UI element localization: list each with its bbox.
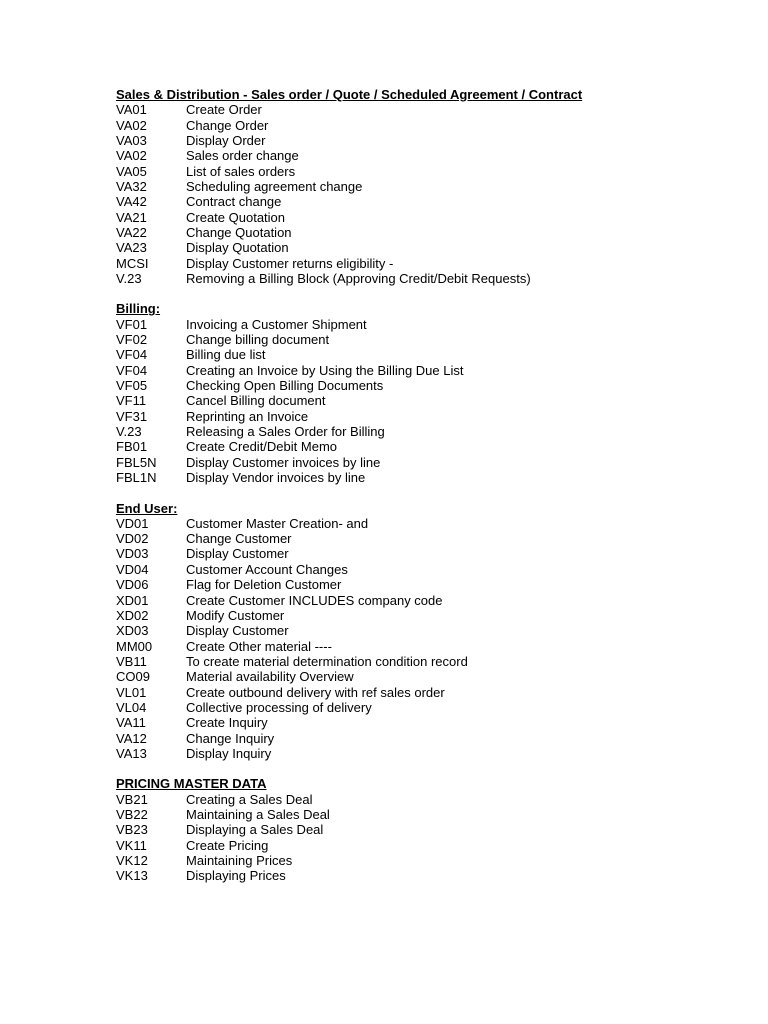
transaction-code: VA22 [116,225,147,241]
transaction-row [116,562,736,577]
transaction-row [116,439,736,454]
transaction-code: XD03 [116,623,149,639]
transaction-description: Create Customer INCLUDES company code [186,592,443,608]
transaction-description: To create material determination condition record [186,653,468,669]
transaction-description: List of sales orders [186,163,296,179]
transaction-row [116,608,736,623]
transaction-code: CO09 [116,669,150,685]
transaction-code: FBL5N [116,454,157,470]
transaction-code: VF01 [116,316,148,332]
transaction-row [116,148,736,163]
transaction-row [116,731,736,746]
transaction-description: Display Vendor invoices by line [186,470,366,486]
transaction-description: Create Order [186,102,262,118]
transaction-description: Create Other material ---- [186,638,332,654]
transaction-description: Scheduling agreement change [186,179,363,195]
transaction-code: VF04 [116,347,148,363]
transaction-description: Create Inquiry [186,715,268,731]
transaction-row [116,102,736,117]
transaction-description: Billing due list [186,347,266,363]
transaction-row [116,868,736,883]
section-heading: PRICING MASTER DATA [116,776,267,792]
transaction-row [116,685,736,700]
transaction-row [116,516,736,531]
section-billing [116,301,736,485]
transaction-code: VA02 [116,148,147,164]
transaction-code: VK12 [116,852,148,868]
transaction-row [116,164,736,179]
transaction-code: VD01 [116,515,149,531]
transaction-description: Creating a Sales Deal [186,791,313,807]
transaction-description: Contract change [186,194,282,210]
transaction-row [116,210,736,225]
transaction-code: VF31 [116,408,148,424]
transaction-description: Removing a Billing Block (Approving Credit/Debit Requests) [186,271,531,287]
transaction-description: Create Credit/Debit Memo [186,439,337,455]
transaction-code: VD02 [116,531,149,547]
transaction-description: Change Inquiry [186,730,275,746]
section-pricing-master-data [116,776,736,883]
document-page [116,87,736,884]
transaction-row [116,393,736,408]
transaction-row [116,240,736,255]
transaction-row [116,546,736,561]
transaction-row [116,531,736,546]
transaction-code: VK11 [116,837,147,853]
transaction-code: FBL1N [116,470,157,486]
transaction-code: VA32 [116,179,147,195]
transaction-row [116,194,736,209]
transaction-row [116,577,736,592]
transaction-description: Flag for Deletion Customer [186,577,342,593]
transaction-code: VA13 [116,745,147,761]
transaction-description: Releasing a Sales Order for Billing [186,424,385,440]
transaction-description: Create Pricing [186,837,269,853]
transaction-row [116,639,736,654]
transaction-code: VF05 [116,378,148,394]
transaction-description: Display Customer returns eligibility - [186,255,394,271]
transaction-description: Reprinting an Invoice [186,408,309,424]
transaction-code: VF02 [116,332,148,348]
transaction-description: Modify Customer [186,607,285,623]
transaction-row [116,838,736,853]
transaction-row [116,271,736,286]
transaction-description: Display Quotation [186,240,289,256]
transaction-code: VA03 [116,132,147,148]
transaction-row [116,792,736,807]
transaction-code: VL01 [116,684,147,700]
section-heading: Sales & Distribution - Sales order / Quote / Scheduled Agreement / Contract [116,87,583,102]
transaction-description: Change billing document [186,332,330,348]
transaction-code: V.23 [116,424,142,440]
transaction-row [116,256,736,271]
section-end-user [116,501,736,762]
transaction-row [116,593,736,608]
transaction-row [116,118,736,133]
transaction-row [116,378,736,393]
transaction-code: VA05 [116,163,147,179]
transaction-row [116,807,736,822]
transaction-description: Change Order [186,117,269,133]
transaction-description: Customer Master Creation- and [186,515,369,531]
section-sales-distribution [116,87,736,286]
transaction-code: V.23 [116,271,142,287]
transaction-code: VF11 [116,393,147,409]
transaction-row [116,470,736,485]
transaction-description: Creating an Invoice by Using the Billing Due List [186,362,464,378]
transaction-description: Collective processing of delivery [186,699,372,715]
transaction-description: Create Quotation [186,209,286,225]
transaction-code: FB01 [116,439,148,455]
transaction-code: VK13 [116,868,148,884]
transaction-code: VA23 [116,240,147,256]
transaction-row [116,822,736,837]
transaction-code: VA42 [116,194,147,210]
transaction-code: XD02 [116,607,149,623]
transaction-description: Checking Open Billing Documents [186,378,384,394]
transaction-description: Sales order change [186,148,299,164]
transaction-code: VF04 [116,362,148,378]
transaction-row [116,424,736,439]
transaction-description: Display Inquiry [186,745,272,761]
transaction-code: VA11 [116,715,146,731]
transaction-row [116,332,736,347]
transaction-description: Create outbound delivery with ref sales order [186,684,445,700]
transaction-code: VA21 [116,209,147,225]
transaction-code: MCSI [116,255,149,271]
transaction-row [116,225,736,240]
transaction-description: Cancel Billing document [186,393,326,409]
transaction-code: MM00 [116,638,153,654]
transaction-code: VD03 [116,546,149,562]
transaction-row [116,409,736,424]
transaction-description: Display Order [186,132,266,148]
transaction-code: VA12 [116,730,147,746]
transaction-description: Display Customer invoices by line [186,454,381,470]
transaction-description: Displaying a Sales Deal [186,822,324,838]
transaction-row [116,654,736,669]
transaction-description: Material availability Overview [186,669,354,685]
section-heading: Billing: [116,301,161,317]
transaction-row [116,746,736,761]
section-heading: End User: [116,500,178,516]
transaction-description: Change Customer [186,531,292,547]
transaction-row [116,853,736,868]
transaction-description: Change Quotation [186,225,292,241]
transaction-row [116,455,736,470]
transaction-code: VB11 [116,653,147,669]
transaction-row [116,715,736,730]
transaction-row [116,179,736,194]
transaction-code: VA01 [116,102,147,118]
transaction-description: Display Customer [186,623,289,639]
transaction-code: VD06 [116,577,149,593]
transaction-description: Maintaining a Sales Deal [186,806,330,822]
transaction-row [116,133,736,148]
transaction-description: Customer Account Changes [186,561,348,577]
transaction-code: VB22 [116,806,148,822]
transaction-row [116,347,736,362]
transaction-row [116,363,736,378]
transaction-code: VB23 [116,822,148,838]
transaction-description: Maintaining Prices [186,852,293,868]
transaction-code: VD04 [116,561,149,577]
transaction-code: VB21 [116,791,148,807]
transaction-row [116,669,736,684]
transaction-row [116,317,736,332]
transaction-code: XD01 [116,592,149,608]
transaction-code: VL04 [116,699,147,715]
transaction-row [116,700,736,715]
transaction-code: VA02 [116,117,147,133]
transaction-description: Display Customer [186,546,289,562]
transaction-description: Invoicing a Customer Shipment [186,316,367,332]
transaction-description: Displaying Prices [186,868,286,884]
transaction-row [116,623,736,638]
